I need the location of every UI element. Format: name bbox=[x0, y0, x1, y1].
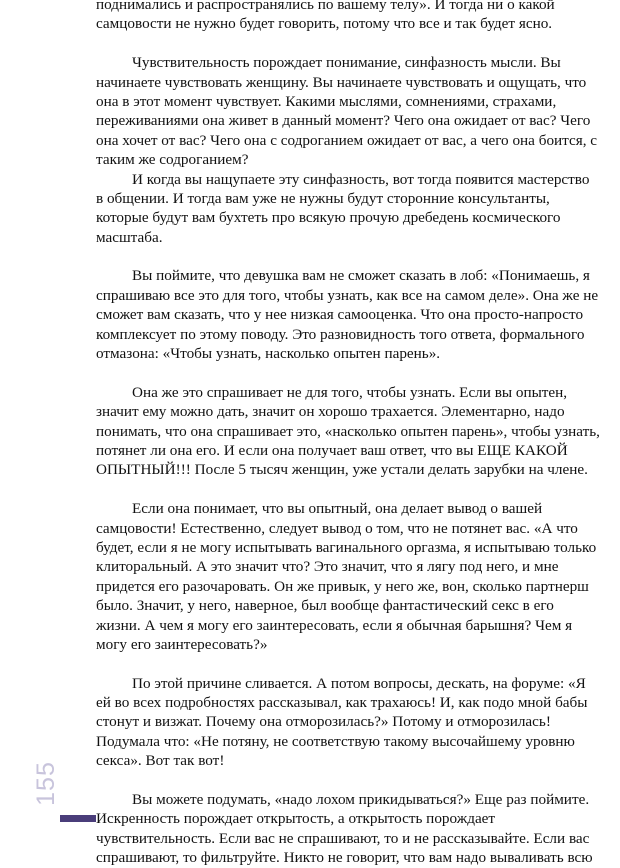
paragraph-gap bbox=[96, 654, 616, 673]
text-line: Если она понимает, что вы опытный, она делает вывод о вашей bbox=[132, 500, 543, 518]
text-line: ей во всех подробностях рассказывал, как трахаюсь! И, как подо мной бабы bbox=[96, 694, 588, 712]
page-number bbox=[30, 758, 62, 808]
text-line: комплексует по этому поводу. Это разновидность того ответа, формального bbox=[96, 325, 585, 343]
paragraph-gap bbox=[96, 771, 616, 790]
text-line: самцовости не нужно будет говорить, потому что все и так будет ясно. bbox=[96, 15, 553, 33]
text-line: переживаниями она живет в данный момент? Чего она ожидает от вас? Чего bbox=[96, 112, 591, 130]
text-line: Вы можете подумать, «надо лохом прикидываться?» Еще раз поймите. bbox=[132, 791, 590, 809]
text-line: Искренность порождает открытость, а открытость порождает bbox=[96, 810, 496, 828]
text-line: значит ему можно дать, значит он хорошо трахается. Элементарно, надо bbox=[96, 403, 565, 421]
text-line: было. Значит, у него, наверное, был вообще фантастический секс в его bbox=[96, 597, 554, 615]
text-line: И когда вы нащупаете эту синфазность, вот тогда появится мастерство bbox=[132, 170, 590, 188]
text-line: будет, если я не могу испытывать вагинального оргазма, я испытываю только bbox=[96, 538, 597, 556]
paragraph bbox=[96, 674, 616, 771]
text-line: масштаба. bbox=[96, 228, 163, 246]
text-line: сможет вам сказать, что у нее низкая самооценка. Что она просто-напросто bbox=[96, 306, 584, 324]
page-accent-bar bbox=[60, 815, 96, 822]
paragraph bbox=[96, 790, 616, 868]
text-line: могу его заинтересовать?» bbox=[96, 635, 268, 653]
paragraph-gap bbox=[96, 247, 616, 266]
paragraph bbox=[96, 170, 616, 248]
text-line: спрашиваю все это для того, чтобы узнать, как все на самом деле». Она же не bbox=[96, 286, 599, 304]
text-line: таким же содроганием? bbox=[96, 151, 249, 169]
paragraph bbox=[96, 0, 616, 34]
paragraph bbox=[96, 499, 616, 654]
text-line: По этой причине сливается. А потом вопросы, дескать, на форуме: «Я bbox=[132, 674, 586, 692]
text-line: она в этот момент чувствует. Какими мыслями, сомнениями, страхами, bbox=[96, 92, 557, 110]
text-line: потянет ли она его. И если она получает ваш ответ, что вы ЕЩЕ КАКОЙ bbox=[96, 441, 568, 459]
page-number-label: 155 bbox=[31, 760, 60, 806]
text-line: ОПЫТНЫЙ!!! После 5 тысяч женщин, уже устали делать зарубки на члене. bbox=[96, 461, 588, 479]
text-line: Вы поймите, что девушка вам не сможет сказать в лоб: «Понимаешь, я bbox=[132, 267, 590, 285]
text-line: которые будут вам бухтеть про всякую прочую дребедень космического bbox=[96, 209, 561, 227]
text-line: секса». Вот так вот! bbox=[96, 752, 225, 770]
text-line: отмазона: «Чтобы узнать, насколько опытен парень». bbox=[96, 345, 441, 363]
text-line: понимать, что она спрашивает это, «насколько опытен парень», чтобы узнать, bbox=[96, 422, 600, 440]
paragraph bbox=[96, 383, 616, 480]
body-text bbox=[96, 0, 616, 868]
text-line: в общении. И тогда вам уже не нужны будут сторонние консультанты, bbox=[96, 189, 550, 207]
text-line: Подумала что: «Не потяну, не соответствую такому высочайшему уровню bbox=[96, 732, 575, 750]
paragraph-gap bbox=[96, 34, 616, 53]
paragraph-gap bbox=[96, 480, 616, 499]
text-line: она хочет от вас? Чего она с содроганием ожидает от вас, а чего она боится, с bbox=[96, 131, 598, 149]
text-line: жизни. А чем я могу его заинтересовать, если я обычная барышня? Чем я bbox=[96, 616, 573, 634]
text-line: клиторальный. А это значит что? Это значит, что я лягу под него, и мне bbox=[96, 558, 559, 576]
text-line: начинаете чувствовать женщину. Вы начинаете чувствовать и ощущать, что bbox=[96, 73, 587, 91]
paragraph bbox=[96, 53, 616, 169]
text-line: поднимались и распространялись по вашему телу». И тогда ни о какой bbox=[96, 0, 555, 13]
text-line: Чувствительность порождает понимание, синфазность мысли. Вы bbox=[132, 54, 561, 72]
text-line: Она же это спрашивает не для того, чтобы узнать. Если вы опытен, bbox=[132, 383, 568, 401]
paragraph bbox=[96, 266, 616, 363]
text-line: придется его разочаровать. Он же привык, у него же, вон, сколько партнерш bbox=[96, 577, 589, 595]
text-line: чувствительность. Если вас не спрашивают, то и не рассказывайте. Если вас bbox=[96, 829, 590, 847]
text-line: спрашивают, то фильтруйте. Никто не говорит, что вам надо вываливать всю bbox=[96, 849, 593, 867]
text-line: стонут и визжат. Почему она отморозилась?» Потому и отморозилась! bbox=[96, 713, 551, 731]
paragraph-gap bbox=[96, 363, 616, 382]
text-line: самцовости! Естественно, следует вывод о том, что не потянет вас. «А что bbox=[96, 519, 578, 537]
